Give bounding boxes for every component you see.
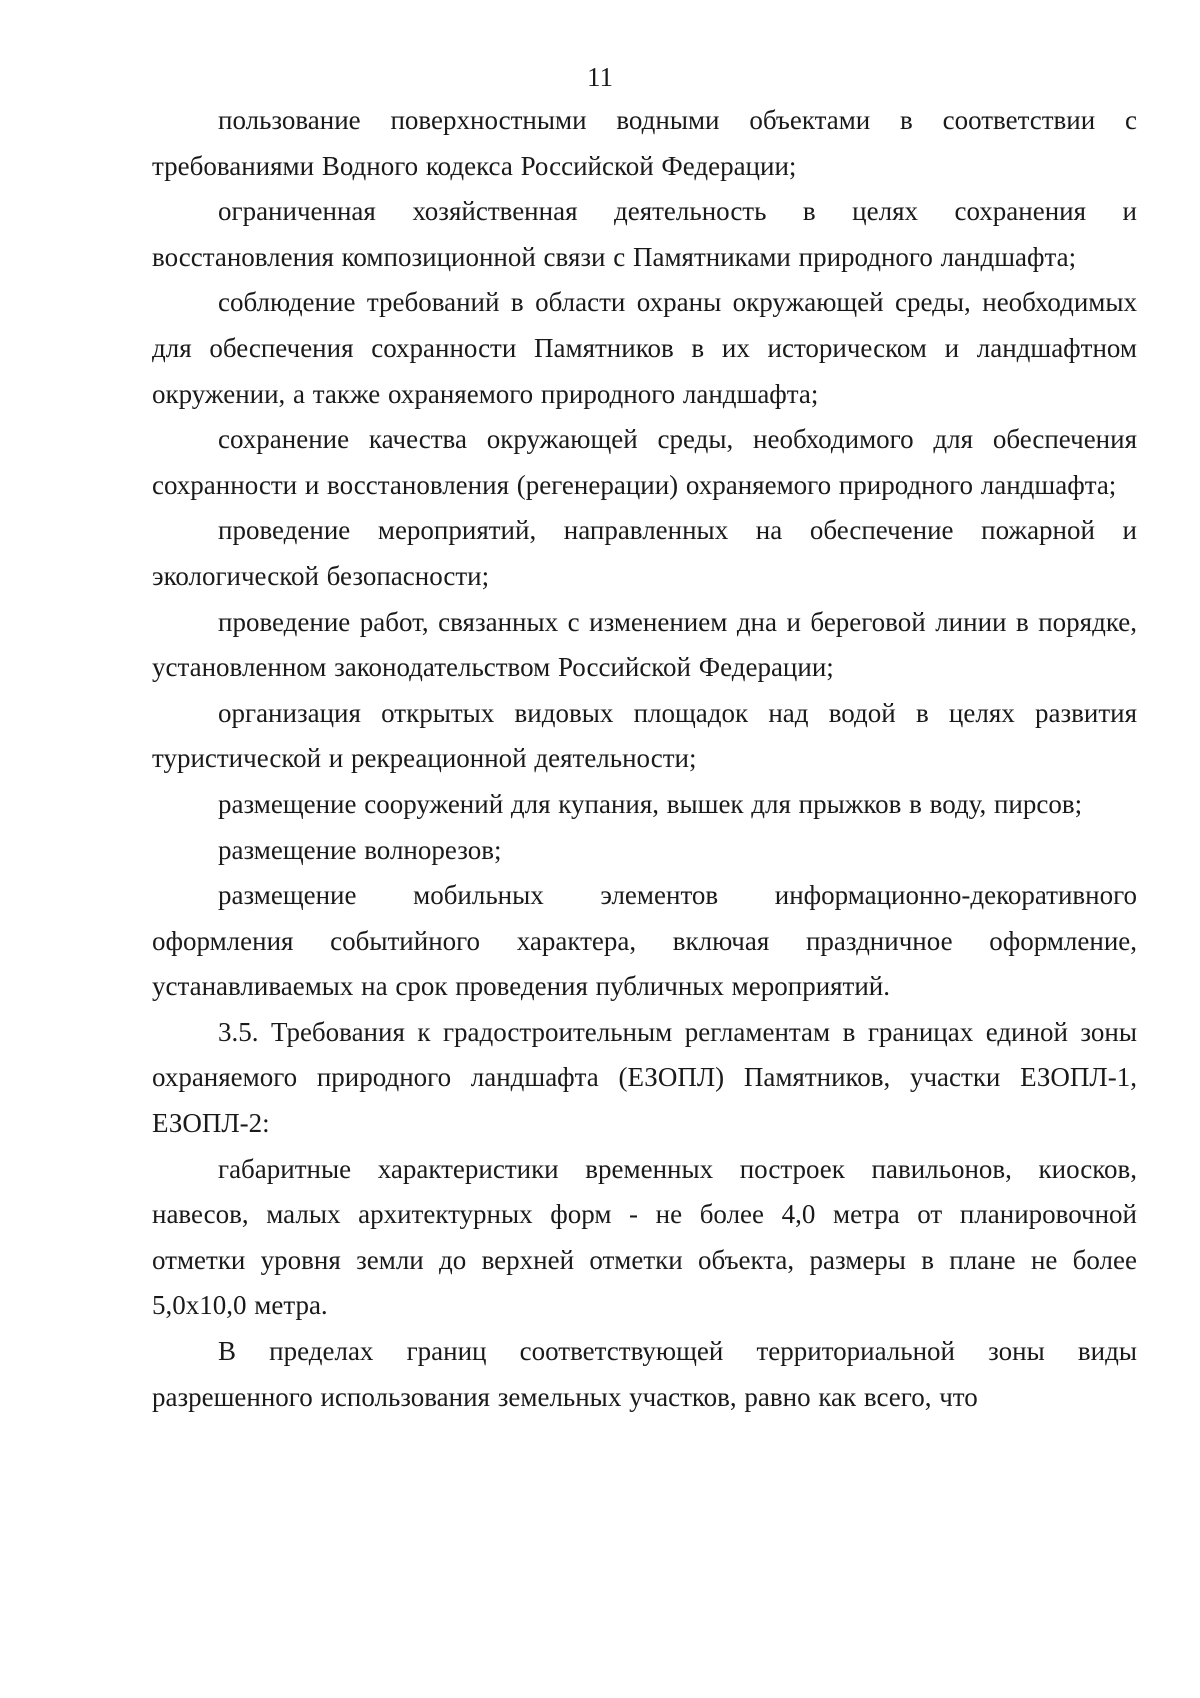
paragraph-limited-economic-activity: ограниченная хозяйственная деятельность в целях сохранения и восстановления композиционной связи с Памятниками природного ландшафта; <box>152 196 1137 272</box>
paragraph-environmental-requirements: соблюдение требований в области охраны окружающей среды, необходимых для обеспечения сохранности Памятников в их историческом и ландшафтном окружении, а также охраняемого природного ландшафта; <box>152 287 1137 409</box>
paragraph-mobile-decorative-elements: размещение мобильных элементов информационно-декоративного оформления событийного характера, включая праздничное оформление, устанавливаемых на срок проведения публичных мероприятий. <box>152 880 1137 1002</box>
paragraph-permitted-use: В пределах границ соответствующей территориальной зоны виды разрешенного использования земельных участков, равно как всего, что <box>152 1336 1137 1412</box>
paragraph-breakwaters: размещение волнорезов; <box>218 834 502 865</box>
paragraph-bathing-structures: размещение сооружений для купания, вышек для прыжков в воду, пирсов; <box>218 788 1083 819</box>
paragraph-fire-ecological-safety: проведение мероприятий, направленных на обеспечение пожарной и экологической безопасности; <box>152 515 1137 591</box>
paragraph-environment-quality: сохранение качества окружающей среды, необходимого для обеспечения сохранности и восстановления (регенерации) охраняемого природного ландшафта; <box>152 424 1137 500</box>
paragraph-surface-water-use: пользование поверхностными водными объектами в соответствии с требованиями Водного кодекса Российской Федерации; <box>152 105 1137 181</box>
paragraph-shoreline-works: проведение работ, связанных с изменением дна и береговой линии в порядке, установленном законодательством Российской Федерации; <box>152 606 1137 683</box>
paragraph-viewing-platforms: организация открытых видовых площадок над водой в целях развития туристической и рекреационной деятельности; <box>152 697 1137 774</box>
document-body <box>152 98 1137 1420</box>
paragraph-section-3-5: 3.5. Требования к градостроительным регламентам в границах единой зоны охраняемого природного ландшафта (ЕЗОПЛ) Памятников, участки ЕЗОПЛ-1, ЕЗОПЛ-2: <box>152 1016 1137 1139</box>
paragraph-temporary-buildings-dimensions: габаритные характеристики временных построек павильонов, киосков, навесов, малых архитектурных форм - не более 4,0 метра от планировочной отметки уровня земли до верхней отметки объекта, размеры в плане не более 5,0х10,0 метра. <box>152 1153 1137 1321</box>
page-number: 11 <box>587 62 613 92</box>
